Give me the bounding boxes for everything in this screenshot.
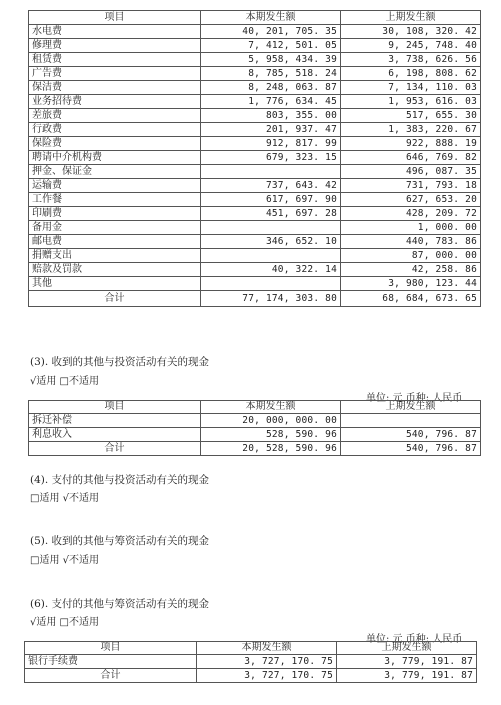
table-total-row [25, 669, 477, 683]
financing-payments-table [24, 641, 477, 683]
table-row [29, 165, 481, 179]
table-row [29, 179, 481, 193]
table-header-row [29, 401, 481, 414]
row-current: 5, 958, 434. 39 [201, 53, 341, 67]
section6-unit: 单位: 元 币种: 人民币 [366, 634, 463, 645]
header-current: 本期发生额 [197, 642, 337, 655]
row-previous: 1, 383, 220. 67 [341, 123, 481, 137]
row-previous: 3, 779, 191. 87 [337, 655, 477, 669]
row-item: 水电费 [29, 25, 201, 39]
table-row [29, 263, 481, 277]
row-item: 运输费 [29, 179, 201, 193]
row-previous: 496, 087. 35 [341, 165, 481, 179]
row-current [201, 165, 341, 179]
table-header-row [29, 11, 481, 25]
row-previous: 428, 209. 72 [341, 207, 481, 221]
row-previous: 1, 000. 00 [341, 221, 481, 235]
row-current: 20, 000, 000. 00 [201, 414, 341, 428]
total-previous: 3, 779, 191. 87 [337, 669, 477, 683]
header-current: 本期发生额 [201, 401, 341, 414]
row-current: 3, 727, 170. 75 [197, 655, 337, 669]
expense-table [28, 10, 481, 307]
table-total-row [29, 442, 481, 456]
row-item: 备用金 [29, 221, 201, 235]
row-previous [341, 414, 481, 428]
table-row [29, 277, 481, 291]
header-previous: 上期发生额 [341, 11, 481, 25]
total-current: 20, 528, 590. 96 [201, 442, 341, 456]
section3-options: √适用 □不适用 [30, 376, 99, 387]
table-row [29, 193, 481, 207]
row-previous: 87, 000. 00 [341, 249, 481, 263]
row-current: 8, 248, 063. 87 [201, 81, 341, 95]
table-row [29, 249, 481, 263]
investment-receipts-table [28, 400, 481, 456]
total-label: 合计 [29, 442, 201, 456]
row-current: 528, 590. 96 [201, 428, 341, 442]
row-item: 业务招待费 [29, 95, 201, 109]
row-item: 印刷费 [29, 207, 201, 221]
table-row [29, 109, 481, 123]
row-current [201, 277, 341, 291]
row-previous: 9, 245, 748. 40 [341, 39, 481, 53]
row-item: 修理费 [29, 39, 201, 53]
table-row [29, 151, 481, 165]
row-current: 803, 355. 00 [201, 109, 341, 123]
row-current: 8, 785, 518. 24 [201, 67, 341, 81]
row-previous: 517, 655. 30 [341, 109, 481, 123]
row-previous: 6, 198, 808. 62 [341, 67, 481, 81]
row-item: 其他 [29, 277, 201, 291]
row-current: 40, 201, 705. 35 [201, 25, 341, 39]
row-previous: 3, 980, 123. 44 [341, 277, 481, 291]
row-previous: 30, 108, 320. 42 [341, 25, 481, 39]
row-item: 银行手续费 [25, 655, 197, 669]
section4-title: (4). 支付的其他与投资活动有关的现金 [30, 474, 210, 486]
table-row [29, 81, 481, 95]
row-previous: 646, 769. 82 [341, 151, 481, 165]
table-row [29, 95, 481, 109]
header-current: 本期发生额 [201, 11, 341, 25]
table-row [29, 67, 481, 81]
row-item: 邮电费 [29, 235, 201, 249]
row-item: 利息收入 [29, 428, 201, 442]
table-row [29, 235, 481, 249]
section3-unit: 单位: 元 币种: 人民币 [366, 393, 463, 404]
table-row [29, 428, 481, 442]
row-previous: 3, 738, 626. 56 [341, 53, 481, 67]
header-item: 项目 [29, 401, 201, 414]
row-item: 保洁费 [29, 81, 201, 95]
section3-title: (3). 收到的其他与投资活动有关的现金 [30, 356, 210, 368]
table-row [29, 39, 481, 53]
table-row [29, 123, 481, 137]
header-item: 项目 [25, 642, 197, 655]
table-row [29, 53, 481, 67]
section6-options: √适用 □不适用 [30, 617, 99, 628]
row-current: 617, 697. 90 [201, 193, 341, 207]
row-item: 保险费 [29, 137, 201, 151]
section4-options: □适用 √不适用 [30, 493, 99, 504]
total-label: 合计 [25, 669, 197, 683]
total-current: 77, 174, 303. 80 [201, 291, 341, 307]
row-current: 346, 652. 10 [201, 235, 341, 249]
row-item: 广告费 [29, 67, 201, 81]
row-item: 拆迁补偿 [29, 414, 201, 428]
table-row [29, 207, 481, 221]
expense-rows [29, 25, 481, 291]
table-row [29, 25, 481, 39]
section5-options: □适用 √不适用 [30, 555, 99, 566]
section5-title: (5). 收到的其他与筹资活动有关的现金 [30, 535, 210, 547]
row-previous: 731, 793. 18 [341, 179, 481, 193]
row-previous: 1, 953, 616. 03 [341, 95, 481, 109]
row-current: 1, 776, 634. 45 [201, 95, 341, 109]
row-item: 押金、保证金 [29, 165, 201, 179]
table-row [29, 221, 481, 235]
row-item: 租赁费 [29, 53, 201, 67]
row-current: 679, 323. 15 [201, 151, 341, 165]
row-current: 737, 643. 42 [201, 179, 341, 193]
total-current: 3, 727, 170. 75 [197, 669, 337, 683]
row-current: 912, 817. 99 [201, 137, 341, 151]
table-row [29, 137, 481, 151]
row-previous: 540, 796. 87 [341, 428, 481, 442]
row-current: 40, 322. 14 [201, 263, 341, 277]
table-row [25, 655, 477, 669]
row-item: 差旅费 [29, 109, 201, 123]
row-current: 7, 412, 501. 05 [201, 39, 341, 53]
section6-title: (6). 支付的其他与筹资活动有关的现金 [30, 598, 210, 610]
row-item: 行政费 [29, 123, 201, 137]
row-previous: 7, 134, 110. 03 [341, 81, 481, 95]
row-item: 捐赠支出 [29, 249, 201, 263]
table-row [29, 414, 481, 428]
row-item: 赔款及罚款 [29, 263, 201, 277]
row-current [201, 249, 341, 263]
header-previous: 上期发生额 [341, 401, 481, 414]
row-current: 451, 697. 28 [201, 207, 341, 221]
header-previous: 上期发生额 [337, 642, 477, 655]
row-previous: 922, 888. 19 [341, 137, 481, 151]
header-item: 项目 [29, 11, 201, 25]
table-header-row [25, 642, 477, 655]
row-previous: 627, 653. 20 [341, 193, 481, 207]
row-previous: 42, 258. 86 [341, 263, 481, 277]
row-item: 聘请中介机构费 [29, 151, 201, 165]
total-previous: 68, 684, 673. 65 [341, 291, 481, 307]
total-label: 合计 [29, 291, 201, 307]
row-current [201, 221, 341, 235]
row-previous: 440, 783. 86 [341, 235, 481, 249]
total-previous: 540, 796. 87 [341, 442, 481, 456]
table-total-row [29, 291, 481, 307]
row-item: 工作餐 [29, 193, 201, 207]
row-current: 201, 937. 47 [201, 123, 341, 137]
